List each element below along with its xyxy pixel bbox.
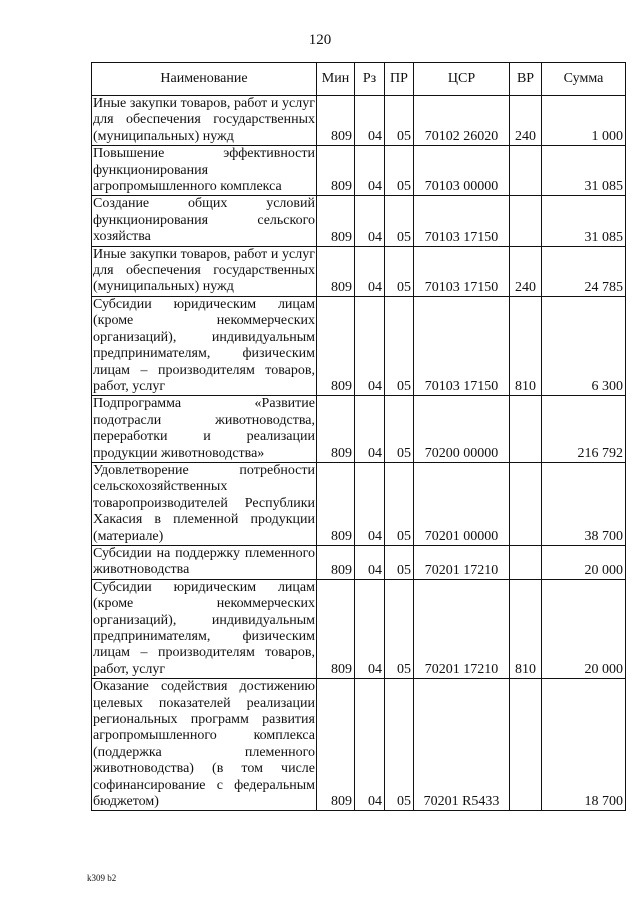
document-code-footer: k309 b2 (87, 873, 117, 883)
table-row (92, 396, 626, 463)
row-pr-cell: 05 (385, 462, 414, 545)
row-csr-cell: 70201 17210 (414, 545, 510, 579)
row-rz-cell: 04 (355, 196, 385, 246)
row-sum-cell: 1 000 (542, 96, 626, 146)
table-header-row (92, 63, 626, 96)
row-vr-cell: 810 (510, 296, 542, 395)
row-csr-cell: 70103 17150 (414, 246, 510, 296)
column-header-vr: ВР (510, 63, 542, 96)
column-header-sum: Сумма (542, 63, 626, 96)
row-name-cell: Подпрограмма «Развитие подотрасли животноводства, переработки и реализации продукции животноводства» (93, 396, 315, 461)
page-number: 120 (308, 32, 332, 48)
row-min-cell: 809 (317, 579, 355, 678)
row-vr-cell (510, 462, 542, 545)
row-pr-cell: 05 (385, 579, 414, 678)
row-rz-cell: 04 (355, 146, 385, 196)
row-name-cell: Повышение эффективности функционирования агропромышленного комплекса (93, 146, 315, 195)
row-csr-cell: 70103 17150 (414, 296, 510, 395)
row-rz-cell: 04 (355, 579, 385, 678)
row-rz-cell: 04 (355, 296, 385, 395)
budget-table (91, 62, 626, 811)
column-header-pr: ПР (385, 63, 414, 96)
row-min-cell: 809 (317, 146, 355, 196)
row-sum-cell: 24 785 (542, 246, 626, 296)
row-min-cell: 809 (317, 545, 355, 579)
row-sum-cell: 6 300 (542, 296, 626, 395)
table-row (92, 196, 626, 246)
row-vr-cell: 240 (510, 246, 542, 296)
row-vr-cell (510, 679, 542, 811)
row-min-cell: 809 (317, 296, 355, 395)
row-csr-cell: 70103 17150 (414, 196, 510, 246)
row-rz-cell: 04 (355, 396, 385, 463)
column-header-rz: Рз (355, 63, 385, 96)
table-row (92, 96, 626, 146)
row-name-cell: Субсидии юридическим лицам (кроме некоммерческих организаций), индивидуальным предпринимателям, физическим лицам – производителям товаров, работ, услуг (93, 296, 315, 394)
row-sum-cell: 18 700 (542, 679, 626, 811)
row-csr-cell: 70201 00000 (414, 462, 510, 545)
row-sum-cell: 31 085 (542, 196, 626, 246)
column-header-min: Мин (317, 63, 355, 96)
row-csr-cell: 70103 00000 (414, 146, 510, 196)
row-pr-cell: 05 (385, 296, 414, 395)
row-pr-cell: 05 (385, 545, 414, 579)
row-csr-cell: 70201 R5433 (414, 679, 510, 811)
row-vr-cell (510, 196, 542, 246)
table-row (92, 146, 626, 196)
table-row (92, 679, 626, 811)
row-sum-cell: 31 085 (542, 146, 626, 196)
column-header-name: Наименование (92, 63, 317, 96)
row-rz-cell: 04 (355, 462, 385, 545)
column-header-csr: ЦСР (414, 63, 510, 96)
row-pr-cell: 05 (385, 396, 414, 463)
row-pr-cell: 05 (385, 146, 414, 196)
row-name-cell: Иные закупки товаров, работ и услуг для обеспечения государственных (муниципальных) нужд (93, 96, 315, 144)
row-csr-cell: 70102 26020 (414, 96, 510, 146)
row-pr-cell: 05 (385, 96, 414, 146)
row-vr-cell: 240 (510, 96, 542, 146)
table-row (92, 462, 626, 545)
row-rz-cell: 04 (355, 96, 385, 146)
row-rz-cell: 04 (355, 679, 385, 811)
table-row (92, 579, 626, 678)
row-name-cell: Субсидии юридическим лицам (кроме некоммерческих организаций), индивидуальным предпринимателям, физическим лицам – производителям товаров, работ, услуг (93, 579, 315, 677)
row-sum-cell: 38 700 (542, 462, 626, 545)
row-rz-cell: 04 (355, 545, 385, 579)
row-min-cell: 809 (317, 396, 355, 463)
row-name-cell: Субсидии на поддержку племенного животноводства (93, 545, 315, 578)
table-row (92, 246, 626, 296)
row-min-cell: 809 (317, 246, 355, 296)
row-vr-cell (510, 545, 542, 579)
row-csr-cell: 70200 00000 (414, 396, 510, 463)
row-min-cell: 809 (317, 679, 355, 811)
row-min-cell: 809 (317, 96, 355, 146)
row-vr-cell (510, 146, 542, 196)
row-min-cell: 809 (317, 196, 355, 246)
row-csr-cell: 70201 17210 (414, 579, 510, 678)
table-row (92, 296, 626, 395)
row-sum-cell: 20 000 (542, 579, 626, 678)
row-rz-cell: 04 (355, 246, 385, 296)
row-name-cell: Создание общих условий функционирования сельского хозяйства (93, 196, 315, 245)
row-pr-cell: 05 (385, 196, 414, 246)
row-sum-cell: 20 000 (542, 545, 626, 579)
row-name-cell: Иные закупки товаров, работ и услуг для обеспечения государственных (муниципальных) нужд (93, 246, 315, 295)
row-min-cell: 809 (317, 462, 355, 545)
table-row (92, 545, 626, 579)
row-pr-cell: 05 (385, 679, 414, 811)
row-pr-cell: 05 (385, 246, 414, 296)
row-vr-cell (510, 396, 542, 463)
row-name-cell: Удовлетворение потребности сельскохозяйственных товаропроизводителей Республики Хакасия в племенной продукции (материале) (93, 462, 315, 544)
row-name-cell: Оказание содействия достижению целевых показателей реализации региональных программ развития агропромышленного комплекса (поддержка племенного животноводства) (в том числе софинансирование с федеральным бюджетом) (93, 679, 315, 810)
row-vr-cell: 810 (510, 579, 542, 678)
row-sum-cell: 216 792 (542, 396, 626, 463)
